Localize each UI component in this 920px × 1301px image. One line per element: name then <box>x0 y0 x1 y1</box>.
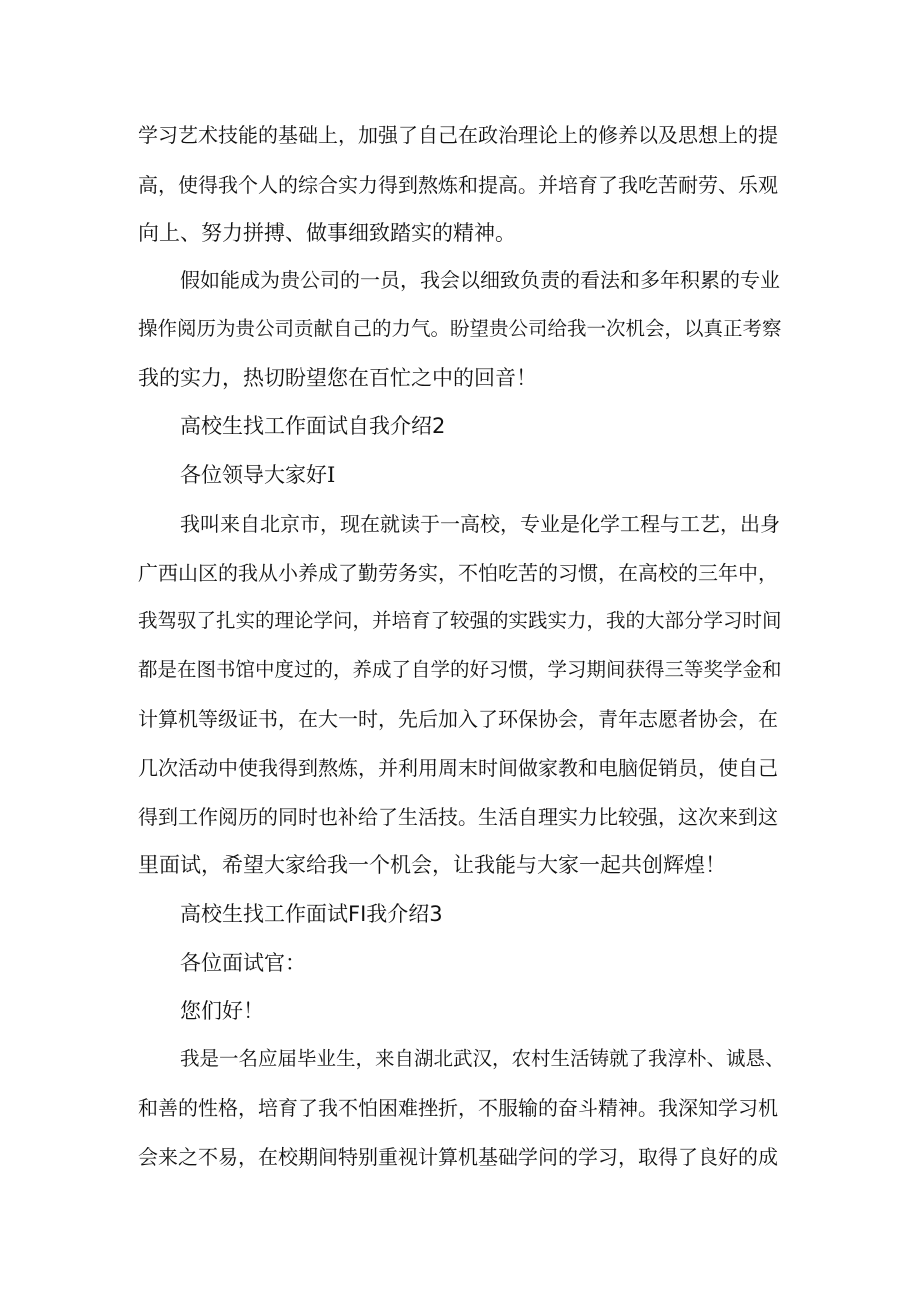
greeting-line: 您们好！ <box>180 999 264 1023</box>
paragraph-line: 计算机等级证书，在大一时，先后加入了环保协会，青年志愿者协会，在 <box>138 707 778 731</box>
paragraph-line: 和善的性格，培育了我不怕困难挫折，不服输的奋斗精神。我深知学习机 <box>138 1096 778 1120</box>
paragraph-line: 假如能成为贵公司的一员，我会以细致负责的看法和多年积累的专业 <box>180 268 780 292</box>
paragraph-line: 我驾驭了扎实的理论学问，并培育了较强的实践实力，我的大部分学习时间 <box>138 609 782 632</box>
paragraph-line: 高，使得我个人的综合实力得到熬炼和提高。并培育了我吃苦耐劳、乐观 <box>138 173 778 197</box>
paragraph-line: 我的实力，热切盼望您在百忙之中的回音！ <box>138 366 537 390</box>
paragraph-line: 向上、努力拼搏、做事细致踏实的精神。 <box>138 221 516 245</box>
paragraph-line: 操作阅历为贵公司贡献自己的力气。盼望贵公司给我一次机会，以真正考察 <box>138 317 782 340</box>
paragraph-line: 广西山区的我从小养成了勤劳务实，不怕吃苦的习惯，在高校的三年中， <box>138 561 778 585</box>
paragraph-line: 几次活动中使我得到熬炼，并利用周末时间做家教和电脑促销员，使自己 <box>138 756 778 780</box>
paragraph-line: 我叫来自北京市，现在就读于一高校，专业是化学工程与工艺，出身 <box>180 512 780 536</box>
paragraph-line: 里面试，希望大家给我一个机会，让我能与大家一起共创辉煌！ <box>138 853 726 877</box>
paragraph-line: 我是一名应届毕业生，来自湖北武汉，农村生活铸就了我淳朴、诚恳、 <box>180 1047 785 1070</box>
paragraph-line: 得到工作阅历的同时也补给了生活技。生活自理实力比较强，这次来到这 <box>138 805 778 829</box>
section-heading: 高校生找工作面试自我介绍2 <box>180 414 446 438</box>
section-heading: 高校生找工作面试FI我介绍3 <box>180 902 443 926</box>
paragraph-line: 都是在图书馆中度过的，养成了自学的好习惯，学习期间获得三等奖学金和 <box>138 658 782 681</box>
greeting-line: 各位领导大家好I <box>180 463 336 487</box>
paragraph-line: 会来之不易，在校期间特别重视计算机基础学问的学习，取得了良好的成 <box>138 1145 778 1169</box>
greeting-line: 各位面试官： <box>180 951 306 975</box>
paragraph-line: 学习艺术技能的基础上，加强了自己在政治理论上的修养以及思想上的提 <box>138 123 778 147</box>
